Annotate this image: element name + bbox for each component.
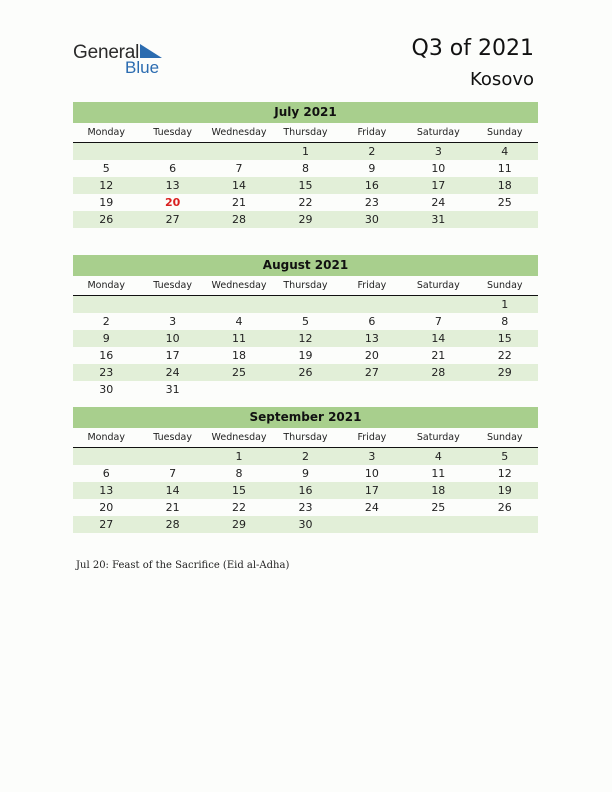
day-cell: 12 <box>497 467 512 480</box>
empty-day-cell <box>405 516 471 533</box>
weekday-label: Sunday <box>486 127 523 138</box>
day-cell: 12 <box>298 332 313 345</box>
day-cell: 16 <box>364 179 379 192</box>
quarter-title: Q3 of 2021 <box>411 36 534 61</box>
day-cell: 20 <box>164 196 181 209</box>
day-cell: 5 <box>102 162 110 175</box>
day-cell: 3 <box>169 315 177 328</box>
week-row <box>73 177 538 194</box>
day-cell: 19 <box>497 484 512 497</box>
empty-day-cell <box>206 143 272 160</box>
month-calendar <box>73 102 538 228</box>
day-cell: 29 <box>232 518 247 531</box>
day-cell: 1 <box>235 450 243 463</box>
day-cell: 12 <box>99 179 114 192</box>
empty-day-cell <box>339 516 405 533</box>
logo-flag-icon <box>140 44 162 58</box>
empty-day-cell <box>139 296 205 313</box>
day-cell: 10 <box>364 467 379 480</box>
day-cell: 30 <box>298 518 313 531</box>
day-cell: 13 <box>364 332 379 345</box>
empty-day-cell <box>139 143 205 160</box>
week-row <box>73 296 538 313</box>
month-header: September 2021 <box>73 407 538 428</box>
day-cell: 25 <box>431 501 446 514</box>
empty-day-cell <box>73 448 139 465</box>
empty-day-cell <box>73 143 139 160</box>
empty-day-cell <box>405 381 471 398</box>
day-cell: 26 <box>497 501 512 514</box>
day-cell: 7 <box>434 315 442 328</box>
page-title <box>412 36 535 90</box>
day-cell: 18 <box>232 349 247 362</box>
day-cell: 21 <box>165 501 180 514</box>
day-cell: 27 <box>99 518 114 531</box>
week-row <box>73 330 538 347</box>
day-cell: 6 <box>368 315 376 328</box>
day-cell: 5 <box>301 315 309 328</box>
weekday-label: Saturday <box>416 280 460 291</box>
weekday-label: Wednesday <box>211 432 267 443</box>
empty-day-cell <box>339 296 405 313</box>
day-cell: 22 <box>497 349 512 362</box>
day-cell: 26 <box>298 366 313 379</box>
day-cell: 16 <box>99 349 114 362</box>
day-cell: 2 <box>102 315 110 328</box>
day-cell: 31 <box>165 383 180 396</box>
weekday-label: Monday <box>87 280 125 291</box>
day-cell: 28 <box>165 518 180 531</box>
day-cell: 15 <box>497 332 512 345</box>
day-cell: 27 <box>364 366 379 379</box>
weekday-label: Friday <box>357 432 387 443</box>
week-row <box>73 448 538 465</box>
week-row <box>73 482 538 499</box>
week-row <box>73 194 538 211</box>
day-cell: 11 <box>431 467 446 480</box>
week-row <box>73 160 538 177</box>
day-cell: 25 <box>497 196 512 209</box>
day-cell: 23 <box>364 196 379 209</box>
day-cell: 17 <box>364 484 379 497</box>
day-cell: 18 <box>431 484 446 497</box>
day-cell: 6 <box>102 467 110 480</box>
day-cell: 4 <box>501 145 509 158</box>
week-row <box>73 313 538 330</box>
month-header: August 2021 <box>73 255 538 276</box>
country-title: Kosovo <box>470 69 534 90</box>
empty-day-cell <box>339 381 405 398</box>
day-cell: 30 <box>364 213 379 226</box>
weekday-label: Sunday <box>486 432 523 443</box>
day-cell: 31 <box>431 213 446 226</box>
day-cell: 20 <box>99 501 114 514</box>
empty-day-cell <box>206 296 272 313</box>
weekday-label: Friday <box>357 280 387 291</box>
day-cell: 25 <box>232 366 247 379</box>
day-cell: 14 <box>431 332 446 345</box>
month-calendar <box>73 407 538 533</box>
day-cell: 5 <box>501 450 509 463</box>
day-cell: 4 <box>434 450 442 463</box>
day-cell: 8 <box>501 315 509 328</box>
weekday-label: Wednesday <box>211 280 267 291</box>
day-cell: 29 <box>497 366 512 379</box>
weekday-label: Sunday <box>486 280 523 291</box>
day-cell: 24 <box>165 366 180 379</box>
month-header: July 2021 <box>73 102 538 123</box>
week-row <box>73 211 538 228</box>
empty-day-cell <box>272 381 338 398</box>
day-cell: 23 <box>99 366 114 379</box>
day-cell: 9 <box>368 162 376 175</box>
day-cell: 24 <box>364 501 379 514</box>
weekday-label: Saturday <box>416 127 460 138</box>
logo-text-blue: Blue <box>125 58 160 77</box>
day-cell: 4 <box>235 315 243 328</box>
day-cell: 18 <box>497 179 512 192</box>
weekday-label: Saturday <box>416 432 460 443</box>
week-row <box>73 465 538 482</box>
day-cell: 15 <box>232 484 247 497</box>
day-cell: 3 <box>434 145 442 158</box>
day-cell: 7 <box>169 467 177 480</box>
day-cell: 23 <box>298 501 313 514</box>
day-cell: 16 <box>298 484 313 497</box>
weekday-header-row <box>73 431 538 448</box>
day-cell: 27 <box>165 213 180 226</box>
day-cell: 19 <box>99 196 114 209</box>
day-cell: 20 <box>364 349 379 362</box>
week-row <box>73 364 538 381</box>
week-row <box>73 381 538 398</box>
day-cell: 22 <box>298 196 313 209</box>
day-cell: 19 <box>298 349 313 362</box>
day-cell: 13 <box>99 484 114 497</box>
weekday-label: Thursday <box>283 127 328 138</box>
empty-day-cell <box>73 296 139 313</box>
weekday-label: Monday <box>87 432 125 443</box>
day-cell: 11 <box>232 332 247 345</box>
weekday-label: Thursday <box>283 280 328 291</box>
day-cell: 3 <box>368 450 376 463</box>
empty-day-cell <box>139 448 205 465</box>
day-cell: 2 <box>368 145 376 158</box>
day-cell: 1 <box>501 298 509 311</box>
day-cell: 7 <box>235 162 243 175</box>
day-cell: 2 <box>301 450 309 463</box>
weekday-label: Monday <box>87 127 125 138</box>
week-row <box>73 499 538 516</box>
day-cell: 17 <box>431 179 446 192</box>
day-cell: 9 <box>301 467 309 480</box>
day-cell: 8 <box>301 162 309 175</box>
day-cell: 9 <box>102 332 110 345</box>
day-cell: 21 <box>431 349 446 362</box>
day-cell: 14 <box>232 179 247 192</box>
day-cell: 26 <box>99 213 114 226</box>
day-cell: 13 <box>165 179 180 192</box>
day-cell: 8 <box>235 467 243 480</box>
day-cell: 21 <box>232 196 247 209</box>
month-calendar <box>73 255 538 398</box>
day-cell: 10 <box>165 332 180 345</box>
weekday-label: Wednesday <box>211 127 267 138</box>
empty-day-cell <box>206 381 272 398</box>
week-row <box>73 143 538 160</box>
week-row <box>73 516 538 533</box>
empty-day-cell <box>472 516 538 533</box>
empty-day-cell <box>472 381 538 398</box>
day-cell: 1 <box>301 145 309 158</box>
day-cell: 24 <box>431 196 446 209</box>
empty-day-cell <box>272 296 338 313</box>
weekday-label: Thursday <box>283 432 328 443</box>
weekday-label: Friday <box>357 127 387 138</box>
logo-text-general: General <box>73 42 140 63</box>
day-cell: 11 <box>497 162 512 175</box>
weekday-label: Tuesday <box>153 280 192 291</box>
weekday-label: Tuesday <box>153 432 192 443</box>
day-cell: 29 <box>298 213 313 226</box>
week-row <box>73 347 538 364</box>
day-cell: 30 <box>99 383 114 396</box>
holiday-note: Jul 20: Feast of the Sacrifice (Eid al-Adha) <box>76 560 290 571</box>
weekday-header-row <box>73 279 538 296</box>
day-cell: 22 <box>232 501 247 514</box>
day-cell: 10 <box>431 162 446 175</box>
day-cell: 28 <box>232 213 247 226</box>
day-cell: 28 <box>431 366 446 379</box>
weekday-header-row <box>73 126 538 143</box>
weekday-label: Tuesday <box>153 127 192 138</box>
empty-day-cell <box>405 296 471 313</box>
empty-day-cell <box>472 211 538 228</box>
generalblue-logo <box>73 42 160 77</box>
day-cell: 17 <box>165 349 180 362</box>
day-cell: 6 <box>169 162 177 175</box>
day-cell: 14 <box>165 484 180 497</box>
day-cell: 15 <box>298 179 313 192</box>
